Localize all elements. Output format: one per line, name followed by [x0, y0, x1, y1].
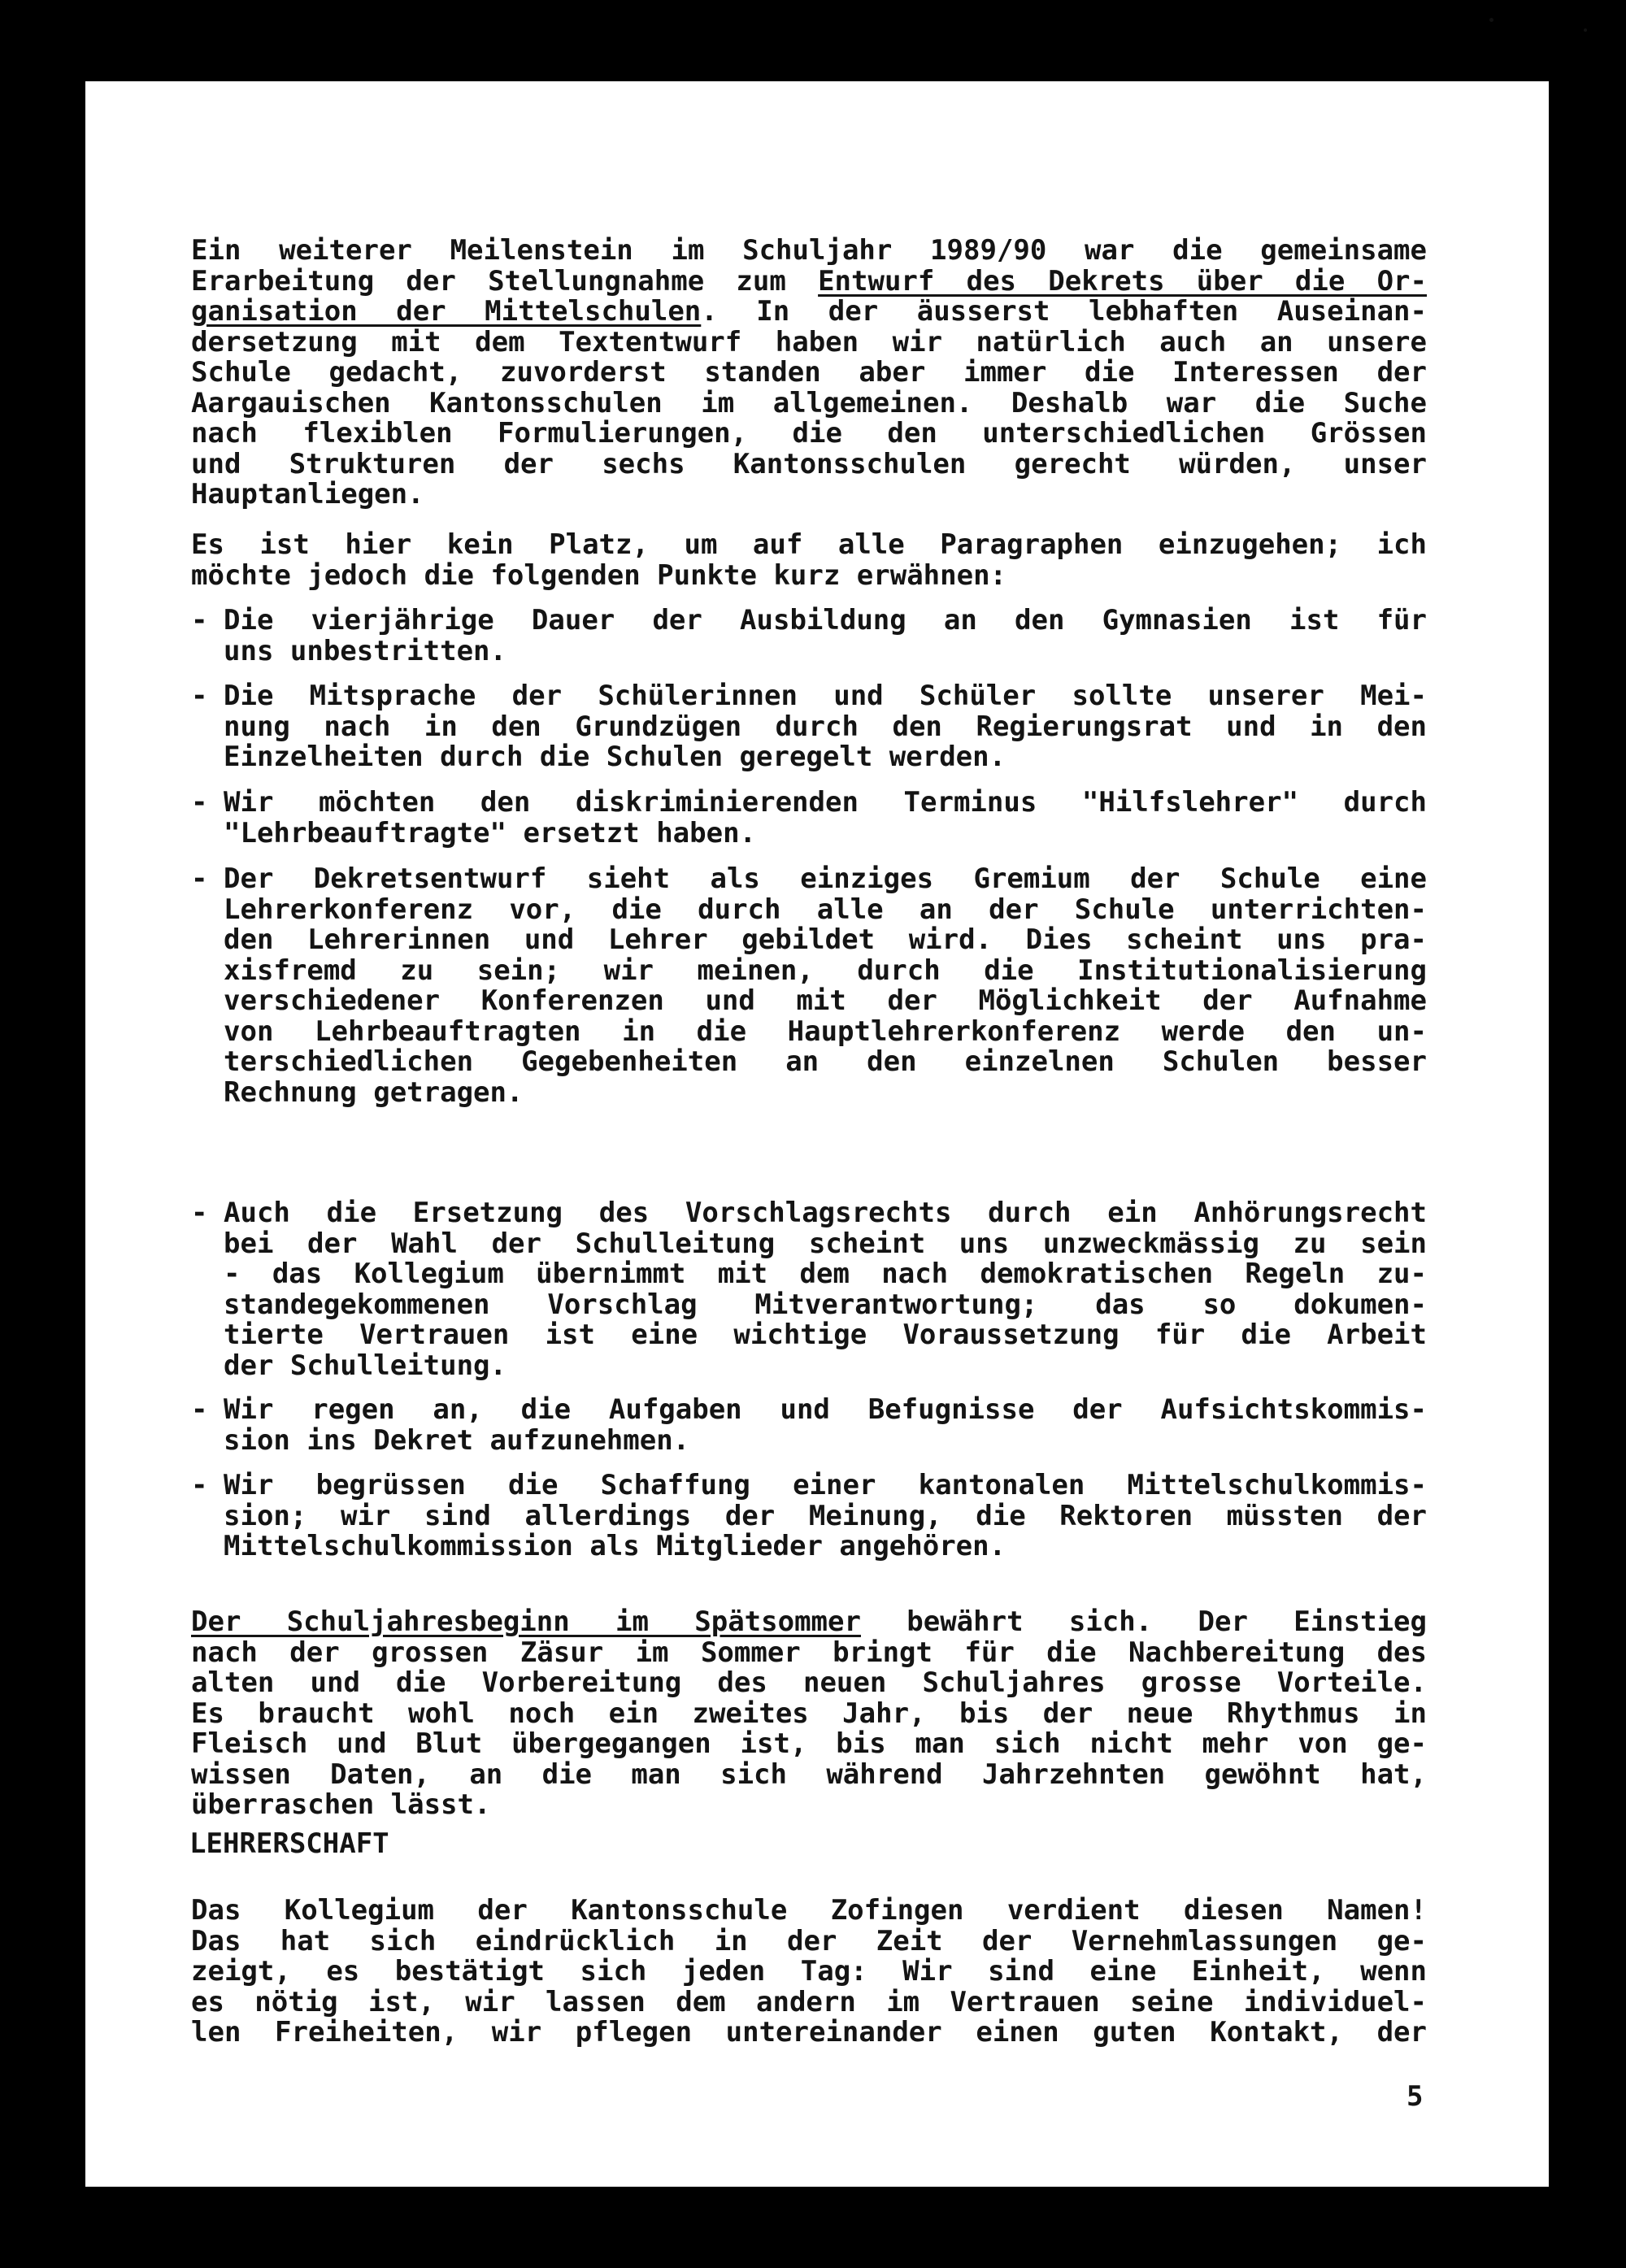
text-line: Wir begrüssen die Schaffung einer kantonalen Mittelschulkommis- [224, 1469, 1427, 1501]
text-segment: Erarbeitung der Stellungnahme zum [191, 264, 819, 298]
text-line: Fleisch und Blut übergegangen ist, bis man sich nicht mehr von ge- [191, 1727, 1427, 1760]
text-line: Mittelschulkommission als Mitglieder angehören. [224, 1530, 1006, 1562]
text-line: den Lehrerinnen und Lehrer gebildet wird. Dies scheint uns pra- [224, 923, 1427, 956]
text-line: bei der Wahl der Schulleitung scheint uns unzweckmässig zu sein [224, 1227, 1427, 1260]
text-line: xisfremd zu sein; wir meinen, durch die Institutionalisierung [224, 954, 1427, 987]
scan-speck [1584, 28, 1587, 32]
text-line: Es braucht wohl noch ein zweites Jahr, bis der neue Rhythmus in [191, 1697, 1427, 1730]
text-line: der Schulleitung. [224, 1349, 506, 1382]
text-line: - das Kollegium übernimmt mit dem nach demokratischen Regeln zu- [224, 1258, 1427, 1290]
text-line: Wir möchten den diskriminierenden Terminus "Hilfslehrer" durch [224, 786, 1427, 819]
text-line: zeigt, es bestätigt sich jeden Tag: Wir sind eine Einheit, wenn [191, 1955, 1427, 1988]
text-line: nach der grossen Zäsur im Sommer bringt für die Nachbereitung des [191, 1636, 1427, 1669]
text-line: Das Kollegium der Kantonsschule Zofingen verdient diesen Namen! [191, 1894, 1427, 1927]
bullet-dash: - [191, 786, 208, 819]
text-line: alten und die Vorbereitung des neuen Schuljahres grosse Vorteile. [191, 1666, 1427, 1699]
text-line: terschiedlichen Gegebenheiten an den einzelnen Schulen besser [224, 1045, 1427, 1078]
text-line: Schule gedacht, zuvorderst standen aber immer die Interessen der [191, 356, 1427, 389]
text-line: nach flexiblen Formulierungen, die den unterschiedlichen Grössen [191, 417, 1427, 450]
text-line: "Lehrbeauftragte" ersetzt haben. [224, 816, 757, 849]
text-line: es nötig ist, wir lassen dem andern im Vertrauen seine individuel- [191, 1985, 1427, 2018]
text-line: Hauptanliegen. [191, 478, 424, 511]
text-line: Die Mitsprache der Schülerinnen und Schüler sollte unserer Mei- [224, 680, 1427, 712]
text-line: Die vierjährige Dauer der Ausbildung an den Gymnasien ist für [224, 604, 1427, 637]
paragraph-decree-statement [191, 236, 1427, 511]
document-page [85, 81, 1549, 2187]
text-line: Wir regen an, die Aufgaben und Befugnisse der Aufsichtskommis- [224, 1393, 1427, 1426]
bullet-dash: - [191, 862, 208, 895]
bullet-dash: - [191, 1197, 208, 1229]
text-line: sion; wir sind allerdings der Meinung, die Rektoren müssten der [224, 1499, 1427, 1532]
section-heading: LEHRERSCHAFT [189, 1827, 389, 1860]
paragraph-intro-points [191, 530, 1427, 591]
text-line: verschiedener Konferenzen und mit der Möglichkeit der Aufnahme [224, 984, 1427, 1017]
text-line: Lehrerkonferenz vor, die durch alle an der Schule unterrichten- [224, 893, 1427, 926]
underlined-topic: Der Schuljahresbeginn im Spätsommer [191, 1605, 861, 1638]
text-line [191, 297, 1427, 328]
text-line: uns unbestritten. [224, 634, 506, 667]
underlined-decree-title: Entwurf des Dekrets über die Or- [818, 264, 1427, 298]
text-line: len Freiheiten, wir pflegen untereinander einen guten Kontakt, der [191, 2016, 1427, 2049]
text-line [191, 264, 1427, 298]
page-number: 5 [1406, 2080, 1424, 2113]
text-line: Rechnung getragen. [224, 1075, 524, 1109]
text-line: Einzelheiten durch die Schulen geregelt werden. [224, 741, 1006, 773]
text-line: sion ins Dekret aufzunehmen. [224, 1423, 690, 1457]
text-line: Ein weiterer Meilenstein im Schuljahr 1989/90 war die gemeinsame [191, 234, 1427, 267]
underlined-decree-title-cont: ganisation der Mittelschulen [191, 295, 702, 328]
text-line: und Strukturen der sechs Kantonsschulen gerecht würden, unser [191, 447, 1427, 480]
scan-speck [1489, 18, 1493, 22]
text-line: Das hat sich eindrücklich in der Zeit der Vernehmlassungen ge- [191, 1924, 1427, 1957]
text-line: möchte jedoch die folgenden Punkte kurz erwähnen: [191, 558, 1007, 592]
bullet-dash: - [191, 1469, 208, 1501]
text-line: dersetzung mit dem Textentwurf haben wir natürlich auch an unsere [191, 325, 1427, 358]
paragraph-faculty [191, 1896, 1427, 2049]
text-line: Aargauischen Kantonsschulen im allgemeinen. Deshalb war die Suche [191, 386, 1427, 419]
text-line: nung nach in den Grundzügen durch den Regierungsrat und in den [224, 710, 1427, 743]
text-line [191, 1607, 1427, 1638]
text-line: wissen Daten, an die man sich während Jahrzehnten gewöhnt hat, [191, 1757, 1427, 1791]
text-line: standegekommenen Vorschlag Mitverantwortung; das so dokumen- [224, 1288, 1427, 1321]
text-line: Der Dekretsentwurf sieht als einziges Gremium der Schule eine [224, 862, 1427, 895]
bullet-dash: - [191, 680, 208, 712]
text-line: Es ist hier kein Platz, um auf alle Paragraphen einzugehen; ich [191, 528, 1427, 561]
text-line: Auch die Ersetzung des Vorschlagsrechts durch ein Anhörungsrecht [224, 1197, 1427, 1229]
paragraph-school-year-start [191, 1607, 1427, 1821]
text-segment: . In der äusserst lebhaften Auseinan- [701, 295, 1428, 328]
text-segment: bewährt sich. Der Einstieg [860, 1605, 1427, 1638]
text-line: tierte Vertrauen ist eine wichtige Voraussetzung für die Arbeit [224, 1319, 1427, 1351]
bullet-dash: - [191, 1393, 208, 1426]
bullet-dash: - [191, 604, 208, 637]
text-line: von Lehrbeauftragten in die Hauptlehrerkonferenz werde den un- [224, 1015, 1427, 1048]
text-line: überraschen lässt. [191, 1788, 491, 1821]
